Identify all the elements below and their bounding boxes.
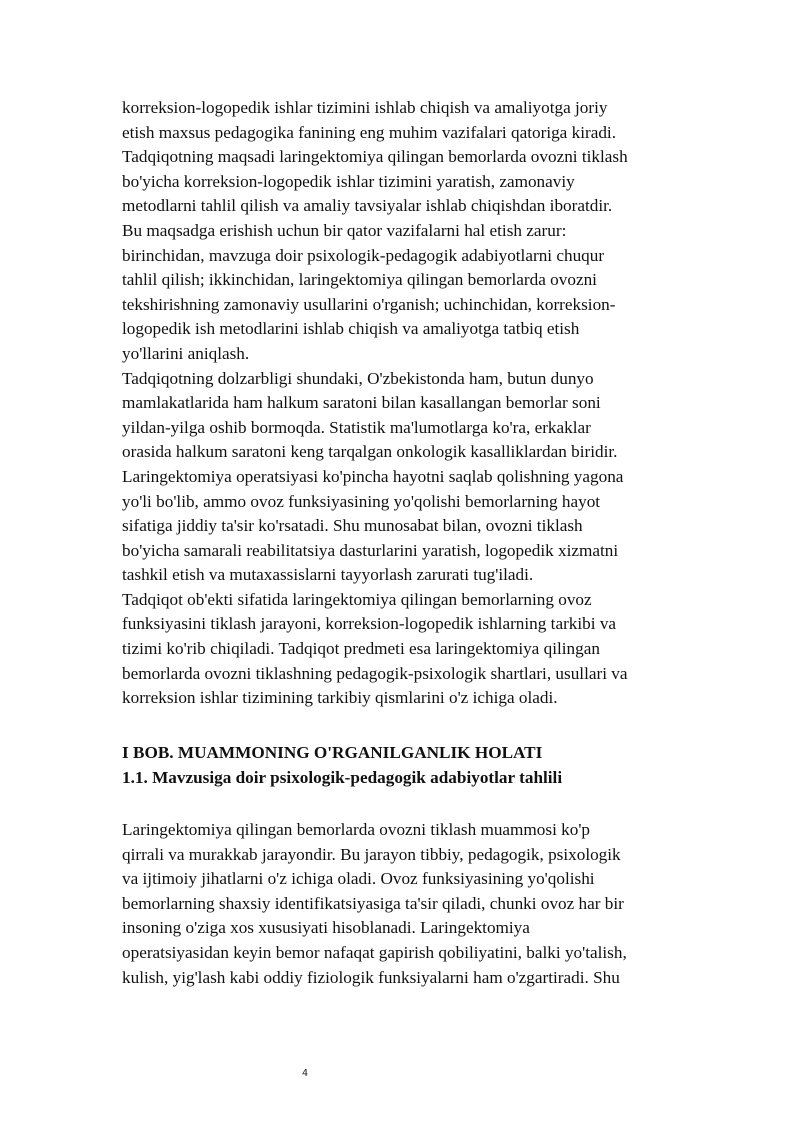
text-line: Tadqiqotning dolzarbligi shundaki, O'zbekistonda ham, butun dunyo	[122, 368, 594, 388]
text-line: operatsiyasidan keyin bemor nafaqat gapirish qobiliyatini, balki yo'talish,	[122, 942, 627, 962]
text-line: korreksion ishlar tizimining tarkibiy qismlarini o'z ichiga oladi.	[122, 688, 558, 708]
text-line: yo'li bo'lib, ammo ovoz funksiyasining yo'qolishi bemorlarning hayot	[122, 491, 601, 511]
text-line: logopedik ish metodlarini ishlab chiqish va amaliyotga tatbiq etish	[122, 319, 580, 339]
text-line: Laringektomiya operatsiyasi ko'pincha hayotni saqlab qolishning yagona	[122, 466, 624, 486]
text-line: mamlakatlarida ham halkum saratoni bilan kasallangan bemorlar soni	[122, 393, 601, 413]
text-line: va ijtimoiy jihatlarni o'z ichiga oladi. Ovoz funksiyasining yo'qolishi	[122, 869, 595, 889]
text-line: Bu maqsadga erishish uchun bir qator vazifalarni hal etish zarur:	[122, 220, 567, 240]
text-line: Laringektomiya qilingan bemorlarda ovozni tiklash muammosi ko'p	[122, 820, 591, 839]
text-line: Tadqiqot ob'ekti sifatida laringektomiya qilingan bemorlarning ovoz	[122, 589, 592, 609]
text-line: yildan-yilga oshib bormoqda. Statistik ma'lumotlarga ko'ra, erkaklar	[122, 417, 591, 437]
text-line: bemorlarning shaxsiy identifikatsiyasiga ta'sir qiladi, chunki ovoz har bir	[122, 893, 624, 913]
text-line: kulish, yig'lash kabi oddiy fiziologik funksiyalarni ham o'zgartiradi. Shu	[122, 967, 620, 987]
text-line: korreksion-logopedik ishlar tizimini ishlab chiqish va amaliyotga joriy	[122, 98, 608, 117]
text-line: insoning o'ziga xos xususiyati hisoblanadi. Laringektomiya	[122, 918, 530, 938]
text-line: bemorlarda ovozni tiklashning pedagogik-psixologik shartlari, usullari va	[122, 663, 628, 683]
section-body	[122, 818, 692, 990]
text-line: qirrali va murakkab jarayondir. Bu jarayon tibbiy, pedagogik, psixologik	[122, 844, 621, 864]
text-line: tekshirishning zamonaviy usullarini o'rganish; uchinchidan, korreksion-	[122, 294, 616, 314]
text-line: funksiyasini tiklash jarayoni, korreksion-logopedik ishlarning tarkibi va	[122, 614, 617, 634]
text-line: Tadqiqotning maqsadi laringektomiya qilingan bemorlarda ovozni tiklash	[122, 147, 628, 167]
text-line: yo'llarini aniqlash.	[122, 343, 250, 363]
text-line: bo'yicha korreksion-logopedik ishlar tizimini yaratish, zamonaviy	[122, 171, 575, 191]
text-line: etish maxsus pedagogika fanining eng muhim vazifalari qatoriga kiradi.	[122, 122, 616, 142]
text-line: bo'yicha samarali reabilitatsiya dasturlarini yaratish, logopedik xizmatni	[122, 540, 619, 560]
text-line: tahlil qilish; ikkinchidan, laringektomiya qilingan bemorlarda ovozni	[122, 270, 597, 290]
text-line: tashkil etish va mutaxassislarni tayyorlash zarurati tug'iladi.	[122, 565, 534, 585]
text-line: tizimi ko'rib chiqiladi. Tadqiqot predmeti esa laringektomiya qilingan	[122, 639, 600, 659]
chapter-heading: I BOB. MUAMMONING O'RGANILGANLIK HOLATI	[122, 743, 543, 762]
text-line: metodlarni tahlil qilish va amaliy tavsiyalar ishlab chiqishdan iboratdir.	[122, 196, 613, 216]
text-line: birinchidan, mavzuga doir psixologik-pedagogik adabiyotlarni chuqur	[122, 245, 605, 265]
page-number: 4	[301, 1068, 309, 1079]
chapter-headings	[122, 741, 692, 790]
section-heading: 1.1. Mavzusiga doir psixologik-pedagogik adabiyotlar tahlili	[122, 767, 563, 787]
intro-paragraphs	[122, 96, 692, 711]
text-line: sifatiga jiddiy ta'sir ko'rsatadi. Shu munosabat bilan, ovozni tiklash	[122, 516, 583, 536]
text-line: orasida halkum saratoni keng tarqalgan onkologik kasalliklardan biridir.	[122, 442, 618, 462]
